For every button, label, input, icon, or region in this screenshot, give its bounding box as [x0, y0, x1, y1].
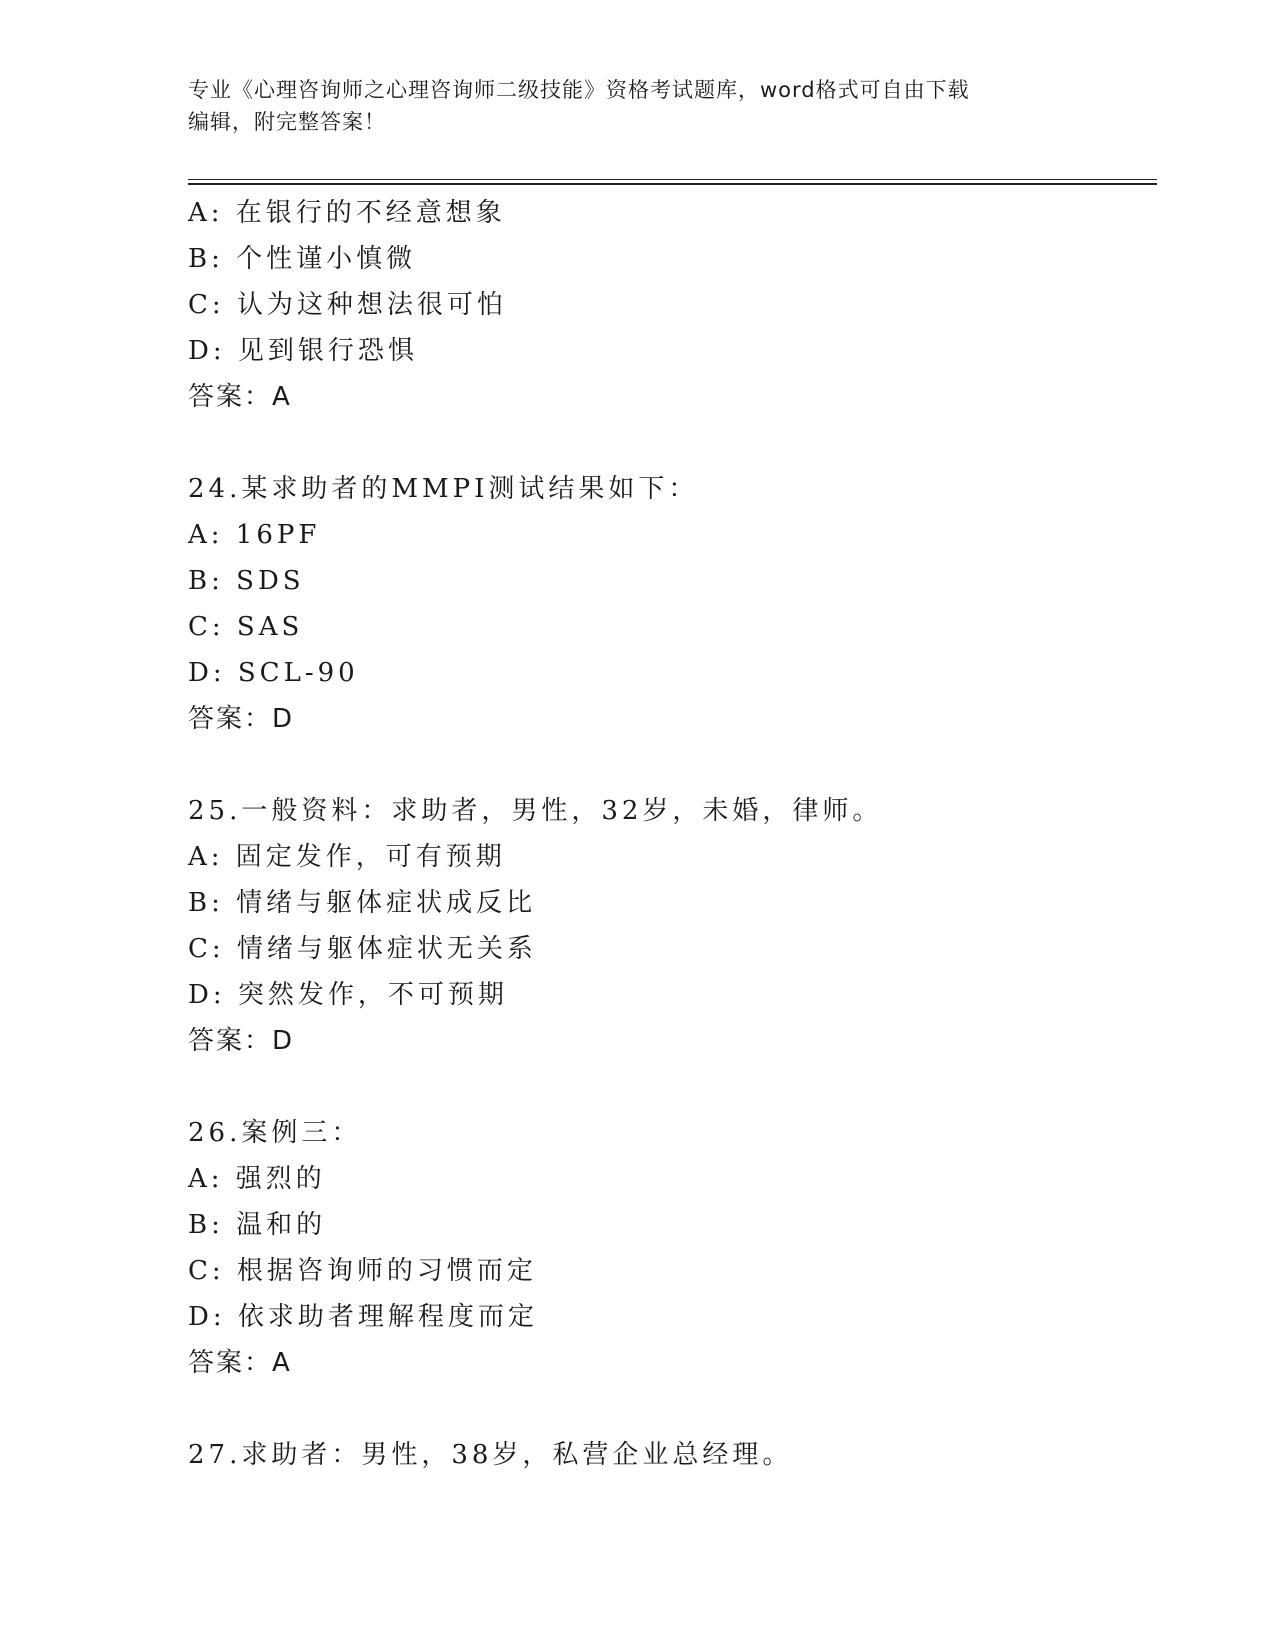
- answer: 答案：A: [188, 382, 292, 412]
- option-b: B: 情绪与躯体症状成反比: [188, 888, 537, 918]
- spacer: [188, 1386, 1148, 1432]
- question-title: 24.某求助者的MMPI测试结果如下：: [188, 474, 699, 504]
- option-a: A: 固定发作，可有预期: [188, 842, 506, 872]
- question-list: [188, 190, 1148, 1478]
- answer: 答案：D: [188, 704, 295, 734]
- spacer: [188, 742, 1148, 788]
- option-b: B: 温和的: [188, 1210, 327, 1240]
- header-rule-thick: [188, 183, 1157, 185]
- question-24: [188, 466, 1148, 742]
- option-a: A: 在银行的不经意想象: [188, 198, 506, 228]
- option-d: D: 见到银行恐惧: [188, 336, 418, 366]
- question-25: [188, 788, 1148, 1064]
- document-header: [188, 74, 1088, 138]
- option-d: D: SCL-90: [188, 658, 359, 688]
- option-b: B: SDS: [188, 566, 305, 596]
- option-a: A: 强烈的: [188, 1164, 326, 1194]
- question-title: 25.一般资料：求助者，男性，32岁，未婚，律师。: [188, 796, 883, 826]
- header-rule-thin: [188, 179, 1157, 180]
- question-title: 26.案例三：: [188, 1118, 362, 1148]
- option-b: B: 个性谨小慎微: [188, 244, 417, 274]
- question-26: [188, 1110, 1148, 1386]
- option-d: D: 依求助者理解程度而定: [188, 1302, 538, 1332]
- option-c: C: 根据咨询师的习惯而定: [188, 1256, 537, 1286]
- option-d: D: 突然发作，不可预期: [188, 980, 508, 1010]
- question-title: 27.求助者：男性，38岁，私营企业总经理。: [188, 1440, 793, 1470]
- option-c: C: SAS: [188, 612, 304, 642]
- answer: 答案：D: [188, 1026, 295, 1056]
- question-23: [188, 190, 1148, 420]
- question-27: [188, 1432, 1148, 1478]
- header-line-2: 编辑，附完整答案！: [188, 110, 386, 134]
- option-c: C: 认为这种想法很可怕: [188, 290, 507, 320]
- header-line-1: 专业《心理咨询师之心理咨询师二级技能》资格考试题库，word格式可自由下载: [188, 78, 970, 102]
- option-c: C: 情绪与躯体症状无关系: [188, 934, 537, 964]
- answer: 答案：A: [188, 1348, 292, 1378]
- spacer: [188, 1064, 1148, 1110]
- spacer: [188, 420, 1148, 466]
- option-a: A: 16PF: [188, 520, 321, 550]
